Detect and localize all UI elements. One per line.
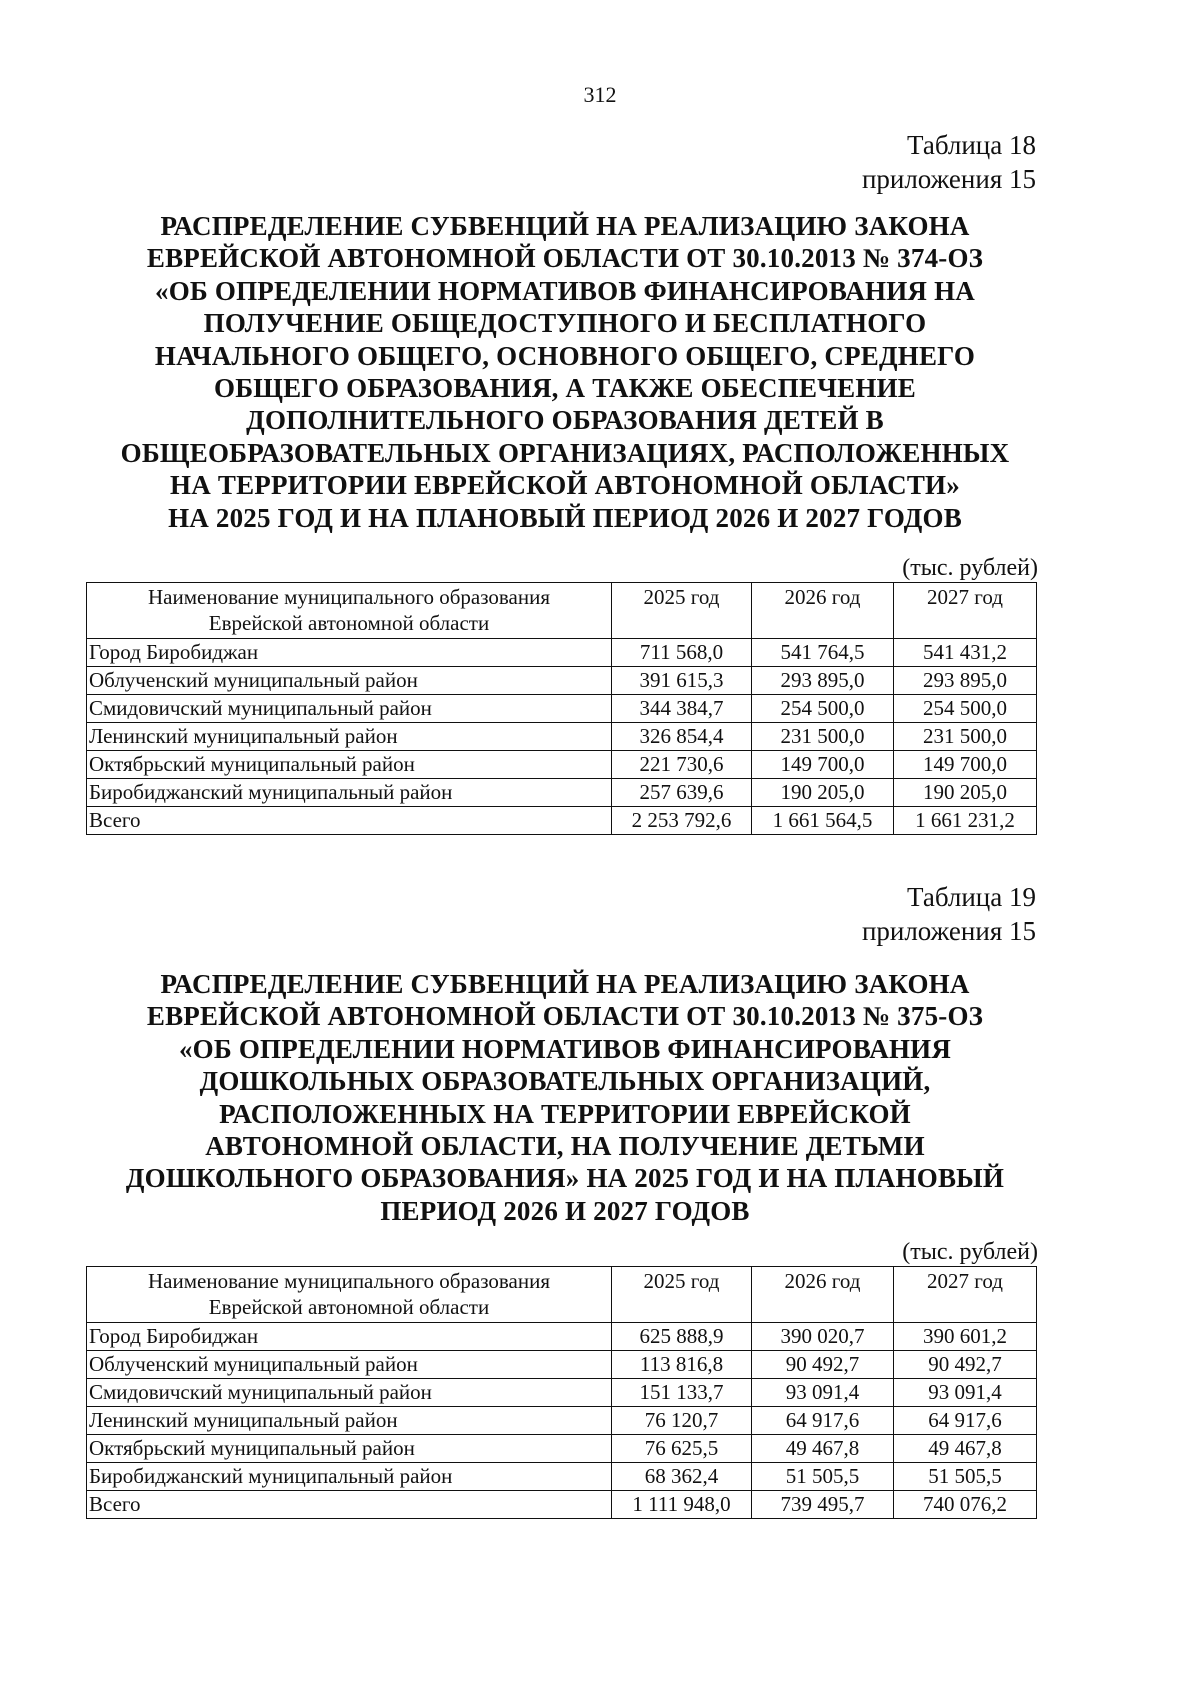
cell-2027: 1 661 231,2 <box>894 807 1037 835</box>
cell-2027: 64 917,6 <box>894 1407 1037 1435</box>
cell-municipality: Облученский муниципальный район <box>87 667 612 695</box>
table-row <box>87 723 1037 751</box>
title-line: ЕВРЕЙСКОЙ АВТОНОМНОЙ ОБЛАСТИ ОТ 30.10.2013 № 374-ОЗ <box>146 243 984 274</box>
subvention-table <box>86 582 1037 835</box>
column-header-2025: 2025 год <box>612 1267 752 1323</box>
cell-municipality: Ленинский муниципальный район <box>87 1407 612 1435</box>
subvention-table <box>86 1266 1037 1519</box>
cell-2026: 293 895,0 <box>752 667 894 695</box>
cell-2027: 93 091,4 <box>894 1379 1037 1407</box>
title-line: РАСПРЕДЕЛЕНИЕ СУБВЕНЦИЙ НА РЕАЛИЗАЦИЮ ЗАКОНА <box>160 969 970 999</box>
cell-2025: 344 384,7 <box>612 695 752 723</box>
title-line: АВТОНОМНОЙ ОБЛАСТИ, НА ПОЛУЧЕНИЕ ДЕТЬМИ <box>205 1131 925 1162</box>
cell-2027: 149 700,0 <box>894 751 1037 779</box>
column-header-2025: 2025 год <box>612 583 752 639</box>
table-header-row <box>87 1267 1037 1323</box>
cell-municipality: Биробиджанский муниципальный район <box>87 1463 612 1491</box>
table-row <box>87 1351 1037 1379</box>
cell-2026: 739 495,7 <box>752 1491 894 1519</box>
cell-2026: 51 505,5 <box>752 1463 894 1491</box>
table-row <box>87 779 1037 807</box>
cell-2026: 390 020,7 <box>752 1323 894 1351</box>
cell-municipality: Всего <box>87 807 612 835</box>
title-line: ДОПОЛНИТЕЛЬНОГО ОБРАЗОВАНИЯ ДЕТЕЙ В <box>246 405 884 436</box>
cell-2025: 1 111 948,0 <box>612 1491 752 1519</box>
cell-2026: 93 091,4 <box>752 1379 894 1407</box>
table-total-row <box>87 807 1037 835</box>
table-row <box>87 639 1037 667</box>
cell-2025: 711 568,0 <box>612 639 752 667</box>
cell-municipality: Облученский муниципальный район <box>87 1351 612 1379</box>
title-line: ОБЩЕОБРАЗОВАТЕЛЬНЫХ ОРГАНИЗАЦИЯХ, РАСПОЛОЖЕННЫХ <box>120 437 1010 468</box>
cell-2026: 231 500,0 <box>752 723 894 751</box>
cell-2026: 541 764,5 <box>752 639 894 667</box>
cell-2026: 49 467,8 <box>752 1435 894 1463</box>
cell-2027: 90 492,7 <box>894 1351 1037 1379</box>
cell-2027: 541 431,2 <box>894 639 1037 667</box>
title-line: ПЕРИОД 2026 И 2027 ГОДОВ <box>380 1195 750 1226</box>
cell-2027: 254 500,0 <box>894 695 1037 723</box>
cell-2025: 76 120,7 <box>612 1407 752 1435</box>
title-line: РАСПРЕДЕЛЕНИЕ СУБВЕНЦИЙ НА РЕАЛИЗАЦИЮ ЗАКОНА <box>160 211 970 241</box>
title-line: НАЧАЛЬНОГО ОБЩЕГО, ОСНОВНОГО ОБЩЕГО, СРЕДНЕГО <box>154 340 976 371</box>
cell-2025: 391 615,3 <box>612 667 752 695</box>
header-line: Наименование муниципального образования <box>148 585 550 609</box>
cell-2025: 151 133,7 <box>612 1379 752 1407</box>
cell-2026: 90 492,7 <box>752 1351 894 1379</box>
title-line: «ОБ ОПРЕДЕЛЕНИИ НОРМАТИВОВ ФИНАНСИРОВАНИЯ НА <box>155 275 975 306</box>
table-header-row <box>87 583 1037 639</box>
cell-2026: 64 917,6 <box>752 1407 894 1435</box>
column-header-2027: 2027 год <box>894 1267 1037 1323</box>
table-caption <box>862 128 1036 196</box>
title-line: НА 2025 ГОД И НА ПЛАНОВЫЙ ПЕРИОД 2026 И 2027 ГОДОВ <box>168 502 962 533</box>
units-label: (тыс. рублей) <box>902 1239 1038 1265</box>
cell-2027: 49 467,8 <box>894 1435 1037 1463</box>
cell-municipality: Биробиджанский муниципальный район <box>87 779 612 807</box>
title-line: НА ТЕРРИТОРИИ ЕВРЕЙСКОЙ АВТОНОМНОЙ ОБЛАСТИ» <box>170 470 960 501</box>
column-header-2026: 2026 год <box>752 1267 894 1323</box>
table-row <box>87 1407 1037 1435</box>
cell-municipality: Город Биробиджан <box>87 639 612 667</box>
column-header-municipality <box>87 1267 612 1323</box>
title-line: ДОШКОЛЬНОГО ОБРАЗОВАНИЯ» НА 2025 ГОД И НА ПЛАНОВЫЙ <box>125 1163 1005 1194</box>
cell-2025: 113 816,8 <box>612 1351 752 1379</box>
cell-2025: 625 888,9 <box>612 1323 752 1351</box>
table-row <box>87 1323 1037 1351</box>
table-row <box>87 1435 1037 1463</box>
table-total-row <box>87 1491 1037 1519</box>
cell-2027: 293 895,0 <box>894 667 1037 695</box>
table-row <box>87 667 1037 695</box>
caption-appendix-label: приложения 15 <box>861 164 1036 194</box>
column-header-municipality <box>87 583 612 639</box>
cell-municipality: Город Биробиджан <box>87 1323 612 1351</box>
cell-municipality: Всего <box>87 1491 612 1519</box>
cell-2025: 257 639,6 <box>612 779 752 807</box>
cell-municipality: Смидовичский муниципальный район <box>87 1379 612 1407</box>
title-line: ДОШКОЛЬНЫХ ОБРАЗОВАТЕЛЬНЫХ ОРГАНИЗАЦИЙ, <box>199 1066 931 1097</box>
page-number: 312 <box>583 82 617 107</box>
cell-2027: 390 601,2 <box>894 1323 1037 1351</box>
title-line: ОБЩЕГО ОБРАЗОВАНИЯ, А ТАКЖЕ ОБЕСПЕЧЕНИЕ <box>214 373 916 404</box>
cell-2026: 149 700,0 <box>752 751 894 779</box>
column-header-2027: 2027 год <box>894 583 1037 639</box>
title-line: РАСПОЛОЖЕННЫХ НА ТЕРРИТОРИИ ЕВРЕЙСКОЙ <box>219 1098 911 1129</box>
column-header-2026: 2026 год <box>752 583 894 639</box>
table-row <box>87 751 1037 779</box>
cell-2025: 76 625,5 <box>612 1435 752 1463</box>
header-line: Наименование муниципального образования <box>148 1269 550 1293</box>
table-row <box>87 1379 1037 1407</box>
cell-2027: 740 076,2 <box>894 1491 1037 1519</box>
caption-table-label: Таблица 18 <box>907 130 1036 160</box>
cell-2027: 190 205,0 <box>894 779 1037 807</box>
caption-table-label: Таблица 19 <box>907 882 1036 912</box>
cell-2025: 68 362,4 <box>612 1463 752 1491</box>
table-row <box>87 1463 1037 1491</box>
cell-2025: 326 854,4 <box>612 723 752 751</box>
cell-2025: 2 253 792,6 <box>612 807 752 835</box>
cell-2026: 190 205,0 <box>752 779 894 807</box>
title-line: ЕВРЕЙСКОЙ АВТОНОМНОЙ ОБЛАСТИ ОТ 30.10.2013 № 375-ОЗ <box>146 1001 984 1032</box>
cell-2026: 1 661 564,5 <box>752 807 894 835</box>
cell-2026: 254 500,0 <box>752 695 894 723</box>
table-caption <box>862 880 1036 948</box>
header-line: Еврейской автономной области <box>208 1295 490 1319</box>
cell-municipality: Ленинский муниципальный район <box>87 723 612 751</box>
cell-municipality: Октябрьский муниципальный район <box>87 751 612 779</box>
header-line: Еврейской автономной области <box>208 611 490 635</box>
title-line: ПОЛУЧЕНИЕ ОБЩЕДОСТУПНОГО И БЕСПЛАТНОГО <box>203 308 927 339</box>
table-title <box>90 968 1040 1227</box>
cell-municipality: Октябрьский муниципальный район <box>87 1435 612 1463</box>
units-label: (тыс. рублей) <box>902 555 1038 581</box>
table-title <box>90 210 1040 534</box>
cell-2025: 221 730,6 <box>612 751 752 779</box>
cell-2027: 231 500,0 <box>894 723 1037 751</box>
caption-appendix-label: приложения 15 <box>861 916 1036 946</box>
cell-2027: 51 505,5 <box>894 1463 1037 1491</box>
title-line: «ОБ ОПРЕДЕЛЕНИИ НОРМАТИВОВ ФИНАНСИРОВАНИЯ <box>178 1033 952 1064</box>
cell-municipality: Смидовичский муниципальный район <box>87 695 612 723</box>
table-row <box>87 695 1037 723</box>
